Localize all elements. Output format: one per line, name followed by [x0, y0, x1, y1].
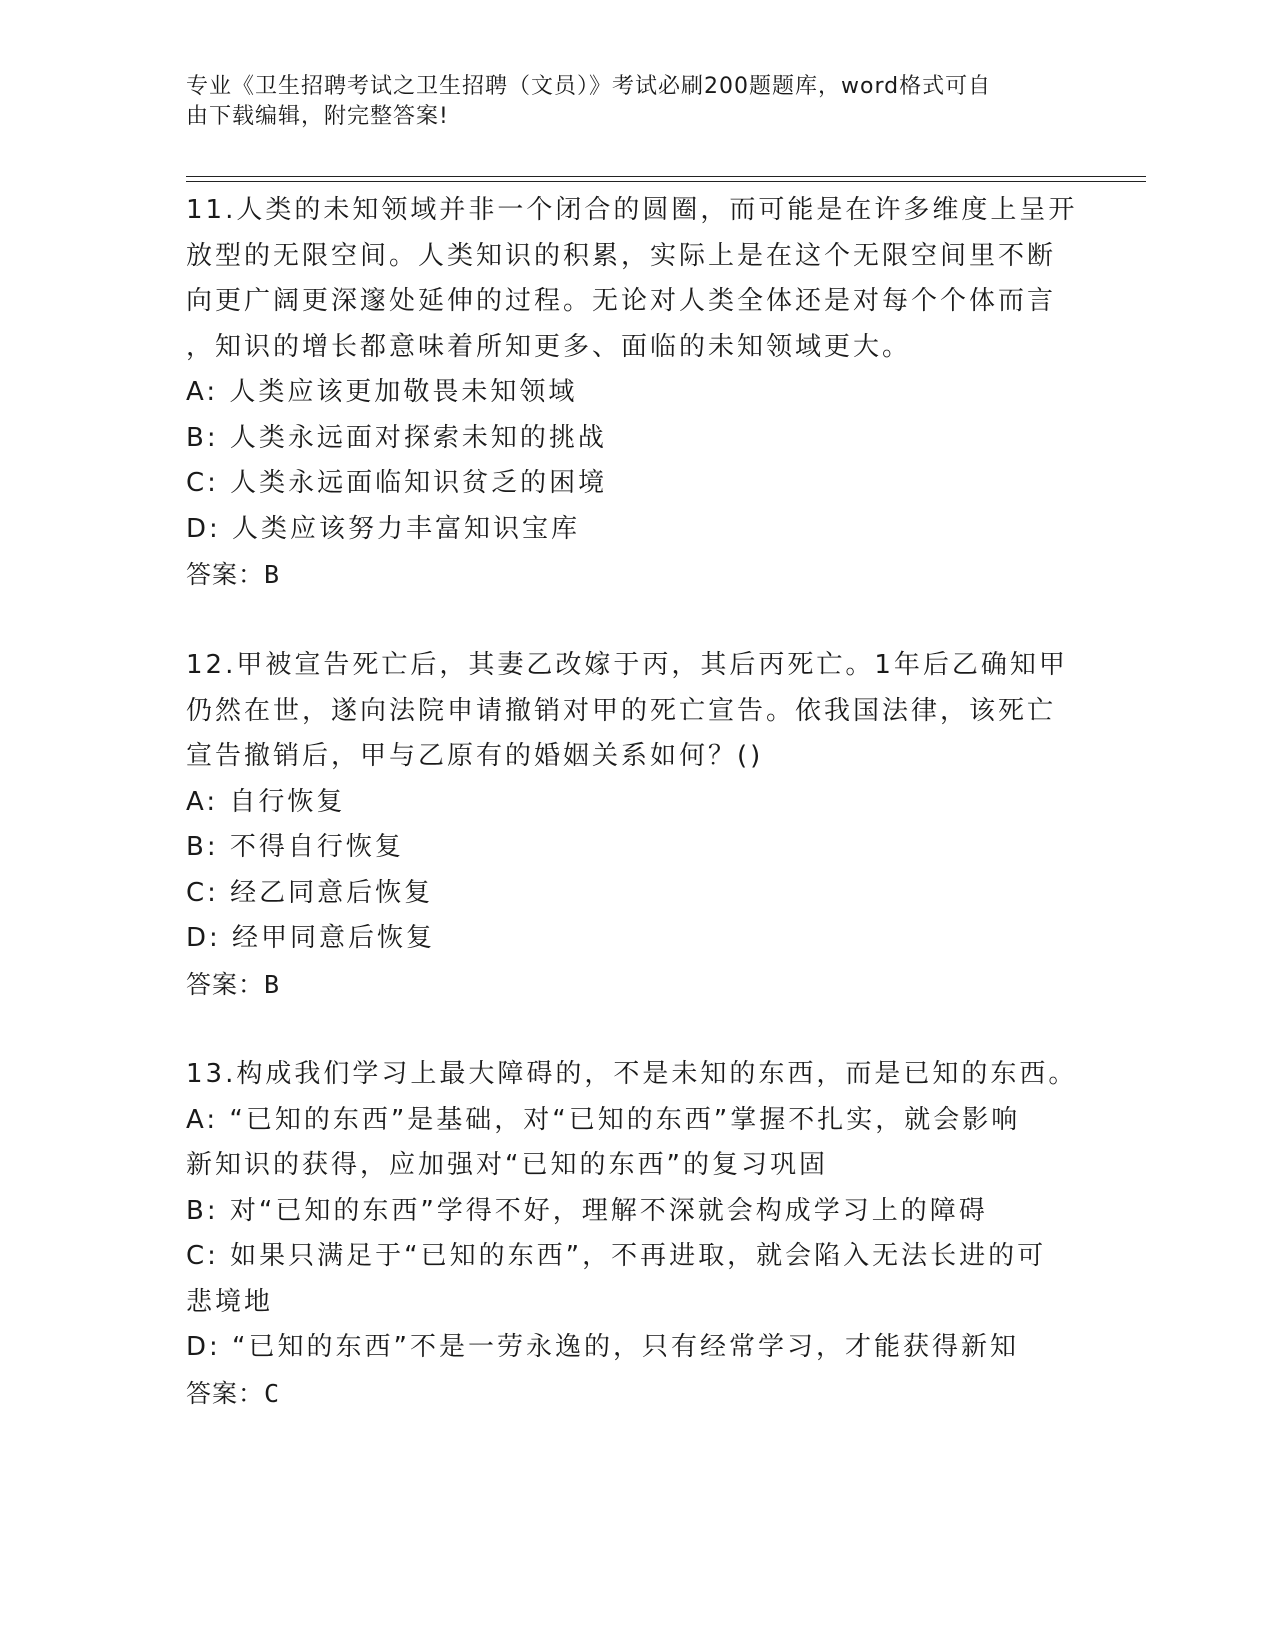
question-text-line: 12.甲被宣告死亡后，其妻乙改嫁于丙，其后丙死亡。1年后乙确知甲	[186, 650, 1068, 680]
question-11	[186, 188, 1086, 598]
question-text-line: 11.人类的未知领域并非一个闭合的圆圈，而可能是在许多维度上呈开	[186, 195, 1078, 225]
option-b: B: 对“已知的东西”学得不好，理解不深就会构成学习上的障碍	[186, 1195, 988, 1226]
question-13	[186, 1052, 1086, 1416]
answer-label: 答案：	[186, 969, 265, 999]
question-text-line: ，知识的增长都意味着所知更多、面临的未知领域更大。	[186, 331, 912, 362]
option-a: A: 自行恢复	[186, 786, 346, 817]
answer-label: 答案：	[186, 1378, 265, 1408]
answer-line	[186, 1371, 1086, 1417]
option-d: D: “已知的东西”不是一劳永逸的，只有经常学习，才能获得新知	[186, 1332, 1019, 1362]
question-12	[186, 643, 1086, 1007]
answer-value: C	[264, 1378, 281, 1408]
answer-line	[186, 552, 1086, 598]
answer-label: 答案：	[186, 560, 265, 589]
option-a: A: “已知的东西”是基础，对“已知的东西”掌握不扎实，就会影响	[186, 1104, 1021, 1135]
answer-value: B	[264, 560, 281, 589]
question-text-line: 仍然在世，遂向法院申请撤销对甲的死亡宣告。依我国法律，该死亡	[186, 695, 1057, 726]
option-c: C: 如果只满足于“已知的东西”，不再进取，就会陷入无法长进的可	[186, 1241, 1047, 1271]
option-c: C: 经乙同意后恢复	[186, 877, 434, 908]
header-divider	[186, 181, 1146, 182]
question-text-line: 放型的无限空间。人类知识的积累，实际上是在这个无限空间里不断	[186, 240, 1057, 271]
option-b: B: 人类永远面对探索未知的挑战	[186, 422, 607, 453]
document-header	[186, 72, 1066, 132]
question-text-line: 向更广阔更深邃处延伸的过程。无论对人类全体还是对每个个体而言	[186, 286, 1057, 316]
header-divider	[186, 176, 1146, 177]
option-c: C: 人类永远面临知识贫乏的困境	[186, 468, 608, 498]
option-a: A: 人类应该更加敬畏未知领域	[186, 377, 578, 407]
option-b: B: 不得自行恢复	[186, 832, 404, 862]
option-a-continued: 新知识的获得，应加强对“已知的东西”的复习巩固	[186, 1150, 828, 1180]
option-d: D: 经甲同意后恢复	[186, 923, 436, 953]
answer-value: B	[264, 969, 281, 999]
option-d: D: 人类应该努力丰富知识宝库	[186, 513, 581, 544]
option-c-continued: 悲境地	[186, 1286, 274, 1317]
question-text-line: 13.构成我们学习上最大障碍的，不是未知的东西，而是已知的东西。	[186, 1059, 1078, 1089]
header-line: 由下载编辑，附完整答案!	[186, 104, 449, 129]
answer-line	[186, 962, 1086, 1008]
header-line: 专业《卫生招聘考试之卫生招聘（文员）》考试必刷200题题库，word格式可自	[186, 74, 992, 99]
question-text-line: 宣告撤销后，甲与乙原有的婚姻关系如何？()	[186, 741, 764, 771]
